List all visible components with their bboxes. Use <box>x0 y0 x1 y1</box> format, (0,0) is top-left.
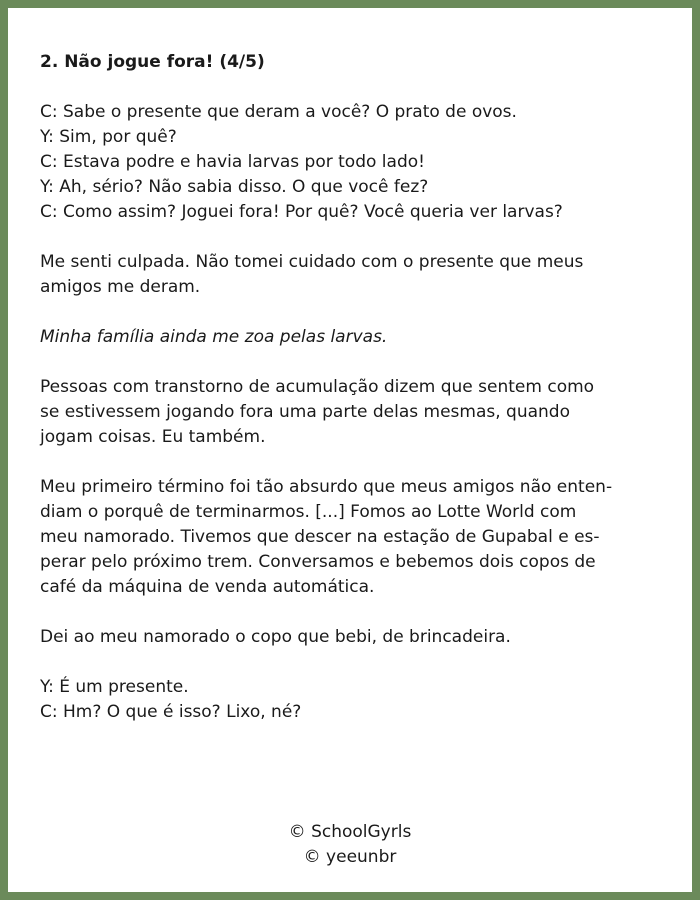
paragraph-line: meu namorado. Tivemos que descer na estação de Gupabal e es- <box>40 527 600 547</box>
dialogue-line: Y: É um presente. <box>40 677 189 697</box>
dialogue-line: C: Hm? O que é isso? Lixo, né? <box>40 702 302 722</box>
dialogue-line: C: Sabe o presente que deram a você? O prato de ovos. <box>40 102 517 122</box>
paragraph-breakup <box>40 475 664 600</box>
paragraph-line: café da máquina de venda automática. <box>40 577 375 597</box>
paragraph-line: amigos me deram. <box>40 277 201 297</box>
dialogue-line: C: Estava podre e havia larvas por todo lado! <box>40 152 425 172</box>
dialogue-line: C: Como assim? Joguei fora! Por quê? Você queria ver larvas? <box>40 202 563 222</box>
dialogue-block-2 <box>40 675 664 725</box>
paragraph-line: Me senti culpada. Não tomei cuidado com o presente que meus <box>40 252 584 272</box>
paragraph-line: jogam coisas. Eu também. <box>40 427 266 447</box>
credit-yeeunbr: © yeeunbr <box>303 847 397 867</box>
text-body <box>40 50 664 750</box>
section-title: 2. Não jogue fora! (4/5) <box>40 52 265 72</box>
dialogue-line: Y: Sim, por quê? <box>40 127 177 147</box>
paragraph-cup: Dei ao meu namorado o copo que bebi, de brincadeira. <box>40 627 511 647</box>
paragraph-guilt <box>40 250 664 300</box>
paragraph-hoarding <box>40 375 664 450</box>
credit-schoolgyrls: © SchoolGyrls <box>288 822 412 842</box>
paragraph-line: Meu primeiro término foi tão absurdo que meus amigos não enten- <box>40 477 613 497</box>
paragraph-line: perar pelo próximo trem. Conversamos e bebemos dois copos de <box>40 552 596 572</box>
page <box>8 8 692 892</box>
paragraph-line: Pessoas com transtorno de acumulação dizem que sentem como <box>40 377 595 397</box>
dialogue-line: Y: Ah, sério? Não sabia disso. O que você fez? <box>40 177 429 197</box>
dialogue-block-1 <box>40 100 664 225</box>
credits <box>8 820 692 870</box>
italic-remark: Minha família ainda me zoa pelas larvas. <box>40 327 388 347</box>
paragraph-line: se estivessem jogando fora uma parte delas mesmas, quando <box>40 402 570 422</box>
paragraph-line: diam o porquê de terminarmos. [...] Fomos ao Lotte World com <box>40 502 577 522</box>
